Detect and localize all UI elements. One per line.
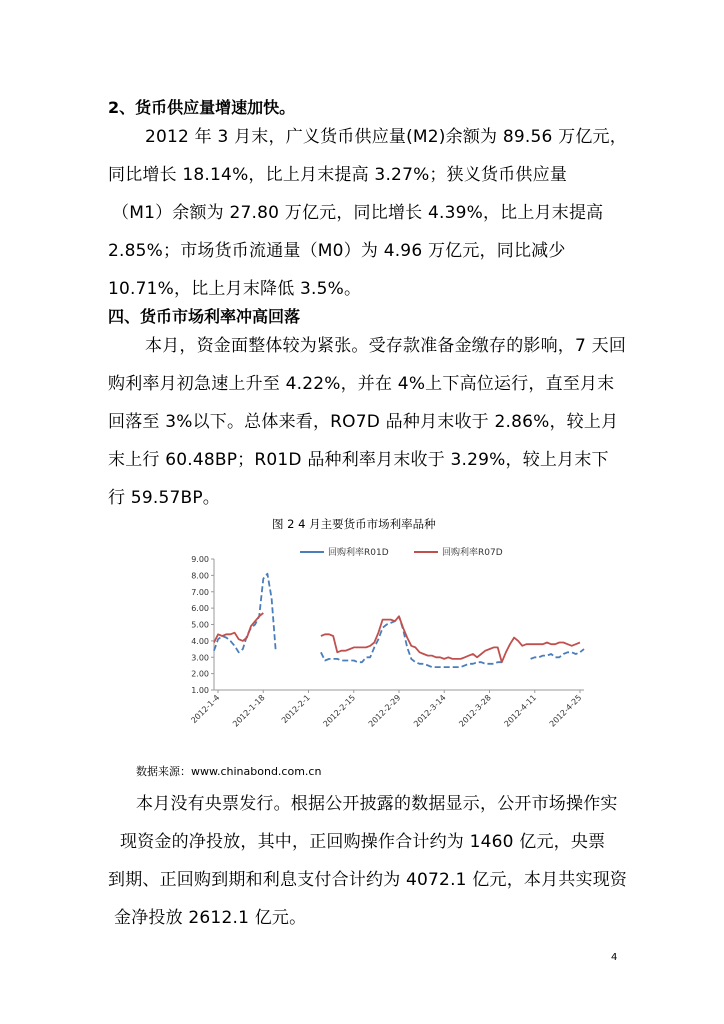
section2-line-1: 2012 年 3 月末，广义货币供应量(M2)余额为 89.56 万亿元， [145,127,627,147]
section5-line-2: 现资金的净投放，其中，正回购操作合计约为 1460 亿元，央票 [120,832,606,852]
x-tick-label: 2012-1-18 [231,693,267,729]
y-tick-label: 4.00 [191,636,209,646]
section4-line-2: 购利率月初急速上升至 4.22%，并在 4%上下高位运行，直至月末 [108,374,615,394]
page-number: 4 [611,952,618,963]
y-tick-label: 1.00 [191,686,209,695]
section2-line-5: 10.71%，比上月末降低 3.5%。 [108,279,362,299]
section4-line-3: 回落至 3%以下。总体来看，RO7D 品种月末收于 2.86%，较上月 [108,412,619,432]
x-tick-label: 2012-1-4 [189,693,222,726]
legend-label-r01d: 回购利率R01D [328,548,389,558]
y-tick-label: 2.00 [191,669,209,679]
y-tick-label: 8.00 [191,571,209,581]
x-tick-label: 2012-3-28 [457,693,493,729]
y-tick-label: 6.00 [191,604,209,614]
section5-line-3: 到期、正回购到期和利息支付合计约为 4072.1 亿元，本月共实现资 [108,870,628,890]
section5-line-4: 金净投放 2612.1 亿元。 [114,908,307,928]
x-tick-label: 2012-4-11 [502,693,539,729]
series-r01d-line [214,574,276,653]
x-tick-label: 2012-2-1 [279,693,312,726]
section2-line-2: 同比增长 18.14%，比上月末提高 3.27%；狭义货币供应量 [108,165,568,185]
x-tick-label: 2012-2-15 [321,693,358,729]
y-tick-label: 7.00 [191,587,209,597]
section4-heading: 四、货币市场利率冲高回落 [108,307,301,326]
section2-line-4: 2.85%；市场货币流通量（M0）为 4.96 万亿元，同比减少 [108,241,566,261]
section4-line-4: 末上行 60.48BP；R01D 品种利率月末收于 3.29%，较上月末下 [108,450,609,470]
series-r01d-line [321,616,502,667]
series-r07d-line [214,613,263,643]
section2-line-3: （M1）余额为 27.80 万亿元，同比增长 4.39%，比上月末提高 [112,203,604,223]
rate-line-chart [180,540,600,752]
x-tick-label: 2012-2-29 [366,693,403,729]
data-source: 数据来源：www.chinabond.com.cn [136,765,322,778]
y-tick-label: 5.00 [191,620,209,630]
section4-line-5: 行 59.57BP。 [108,488,220,508]
section5-line-1: 本月没有央票发行。根据公开披露的数据显示，公开市场操作实 [136,794,618,814]
y-tick-label: 3.00 [191,653,209,663]
series-r07d-line [321,616,580,662]
figure-caption: 图 2 4 月主要货币市场利率品种 [272,517,436,531]
section4-line-1: 本月，资金面整体较为紧张。受存款准备金缴存的影响，7 天回 [145,336,627,356]
legend-label-r07d: 回购利率R07D [442,548,503,558]
series-r01d-line [531,649,584,659]
section2-heading: 2、货币供应量增速加快。 [108,98,296,117]
y-tick-label: 9.00 [191,555,209,564]
x-tick-label: 2012-3-14 [412,693,448,729]
x-tick-label: 2012-4-25 [547,693,584,729]
